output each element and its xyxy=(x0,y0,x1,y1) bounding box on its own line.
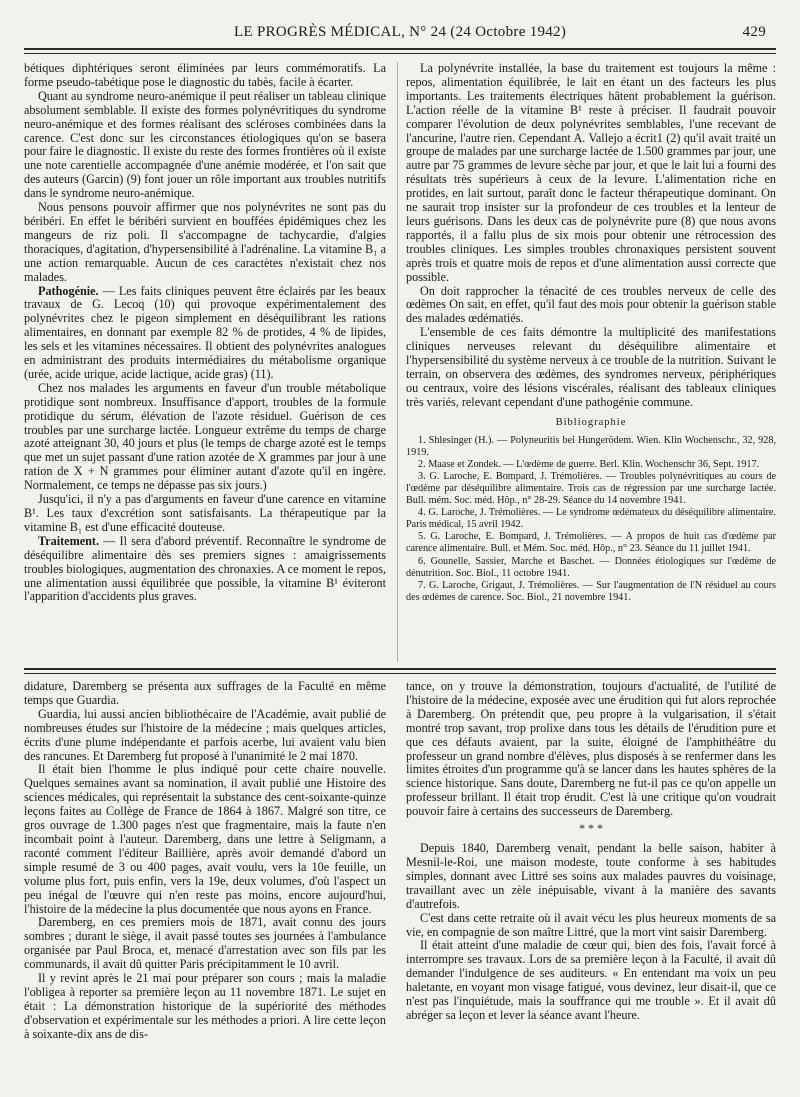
paragraph-text: — Il sera d'abord préventif. Reconnaître le syndrome de déséquilibre alimentaire dès ses premiers signes : amaigrissements troubles biologiques, augmentation des chronaxies. A ce moment le repos, une alimentation aussi équilibrée que possible, la vitamine B¹ éviteront l'apparition d'accidents plus graves. xyxy=(24,533,386,604)
paragraph: L'ensemble de ces faits démontre la multiplicité des manifestations cliniques nerveuses relevant du déséquilibre alimentaire et l'hypersensibilité du système nerveux à ce trouble de la nutrition. Suivant le terrain, on observera des œdèmes, des syndromes nerveux, périphériques ou centraux, voire des lésions viscérales, réalisant des tableaux cliniques très variés, relevant cependant d'une pathogénie commune. xyxy=(406,325,776,409)
reference: 6. Gounelle, Sassier, Marche et Baschet. — Données étiologiques sur l'œdème de dénutrition. Soc. Biol., 11 octobre 1941. xyxy=(406,555,776,579)
paragraph xyxy=(24,285,386,382)
reference: 7. G. Laroche, Grigaut, J. Trémolières. — Sur l'augmentation de l'N résiduel au cours des œdèmes de carence. Soc. Biol., 21 novembre 1941. xyxy=(406,579,776,603)
paragraph: Il était atteint d'une maladie de cœur qui, bien des fois, l'avait forcé à interrompre ses travaux. Lors de sa première leçon à la Faculté, il avait dû demander l'indulgence de ses auditeurs. « En entendant ma voix un peu haletante, en voyant mon visage fatigué, vous devinez, leur disait-il, que ce n'est pas l'inquiétude, mais la souffrance qui me trouble ». Et il avait dû abréger sa leçon et lever la séance avant l'heure. xyxy=(406,938,776,1022)
paragraph-text: — Les faits cliniques peuvent être éclairés par les beaux travaux de G. Lecoq (10) qui provoque expérimentalement des polynévrites chez le pigeon simplement en déséquilibrant les rations alimentaires, en donnant par exemple 82 % de protides, 4 % de lipides, les sels et les vitamines nécessaires. Il obtient des polynévrites analogues en administrant des produits intermédiaires du métabolisme organique (urée, acide urique, acide lactique, acide gras) (11). xyxy=(24,283,386,381)
bibliography-title: Bibliographie xyxy=(555,416,627,428)
paragraph: Il était bien l'homme le plus indiqué pour cette chaire nouvelle. Quelques semaines avant sa nomination, il avait publié une Histoire des sciences médicales, qui représentait la substance des cent-soixante-quinze leçons faites au Collège de France de 1864 à 1867. Malgré son titre, ce gros ouvrage de 1.300 pages n'est que fragmentaire, mais la faute n'en incombait point à l'auteur. Daremberg, dans une lettre à Seligmann, a raconté comment l'éditeur Baillière, après avoir demandé d'abord un simple resumé de 3 ou 400 pages, avait voulu, vers la 10e feuille, un volume plus fort, puis enfin, vers la 19e, deux volumes, d'où l'aspect un peu inégal de l'œuvre qui n'en reste pas moins, encore aujourd'hui, l'histoire de la médecine la plus documentée que nous ayons en France. xyxy=(24,762,386,916)
section-rule xyxy=(24,668,776,670)
paragraph: C'est dans cette retraite où il avait vécu les plus heureux moments de sa vie, en compagnie de son maître Littré, que la mort vint saisir Daremberg. xyxy=(406,910,776,939)
bibliography-list xyxy=(406,435,776,604)
paragraph: On doit rapprocher la ténacité de ces troubles nerveux de celle des œdèmes On sait, en effet, qu'il faut des mois pour obtenir la guérison stable des malades œdématiés. xyxy=(406,283,776,326)
top-left-column xyxy=(24,62,386,662)
running-title: LE PROGRÈS MÉDICAL, N° 24 (24 Octobre 1942) xyxy=(234,24,567,40)
reference: 1. Shlesinger (H.). — Polyneuritis bei Hungerödem. Wien. Klin Wochenschr., 32, 928, 1919. xyxy=(406,434,776,458)
reference: 4. G. Laroche, J. Trémolières. — Le syndrome œdémateux du déséquilibre alimentaire. Paris médical, 15 avril 1942. xyxy=(406,507,776,531)
paragraph: didature, Daremberg se présenta aux suffrages de la Faculté en même temps que Guardia. xyxy=(24,680,386,707)
top-right-column xyxy=(406,62,776,662)
reference: 2. Maase et Zondek. — L'œdème de guerre. Berl. Klin. Wochenschr 36, Sept. 1917. xyxy=(418,458,760,470)
section-heading: Pathogénie. xyxy=(38,283,99,298)
page-number: 429 xyxy=(742,24,766,40)
section-rule-thin xyxy=(24,673,776,674)
bottom-right-column xyxy=(406,680,776,1085)
paragraph: Nous pensons pouvoir affirmer que nos polynévrites ne sont pas du béribéri. En effet le béribéri survient en bouffées épidémiques chez les mangeurs de riz poli. Il s'accompagne de tachycardie, d'algies thoraciques, d'agitation, d'hypersensibilité à l'adrénaline. La vitamine B₁ a une action remarquable. Aucun de ces caractètes n'existait chez nos malades. xyxy=(24,200,386,284)
column-divider xyxy=(397,62,398,662)
paragraph: Guardia, lui aussi ancien bibliothécaire de l'Académie, avait publié de nombreuses études sur l'histoire de la médecine ; mais quelques articles, écrits d'une plume indépendante et parfois acerbe, lui avaient valu bien des rancunes. Et Daremberg fut proposé à l'unanimité le 2 mai 1870. xyxy=(24,706,386,763)
paragraph: La polynévrite installée, la base du traitement est toujours la même : repos, alimentation équilibrée, le lait en étant un des facteurs les plus importants. Les traitements électriques hâtent probablement la guérison. L'action réelle de la vitamine B¹ reste à préciser. Il faudrait pouvoir comparer l'évolution de deux polynévrites semblables, l'une recevant de l'ancurine, l'autre rien. Cependant A. Vallejo a écrit1 (2) qu'il avait traité un groupe de malades par une surcharge lactée de 1.500 grammes par jour, une autre par 75 grammes de levure sèche par jour, et que le lait lui a fourni des résultats très supérieurs à ceux de la levure. L'alimentation riche en protides, en lait surtout, paraît donc le facteur thérapeutique dominant. On ne saurait trop insister sur la profondeur de ces troubles et la lenteur de leurs guérisons. Dans les deux cas de polynévrite pure (8) que nous avons rapportés, il a fallu plus de six mois pour obtenir une rétrocession des troubles cliniques. Les simples troubles chronaxiques persistent souvent après trois et quatre mois de repos et d'une alimentation aussi correcte que possible. xyxy=(406,62,776,284)
paragraph: tance, on y trouve la démonstration, toujours d'actualité, de l'utilité de l'histoire de la médecine, exposée avec une érudition qui fut alors reprochée à Daremberg. On prétendit que, peu propre à la vulgarisation, il s'était montré trop savant, trop prolixe dans tous les détails de l'érudition pure et que ces défauts avaient, par la suite, éloigné de l'amphithéâtre du professeur un grand nombre d'élèves, plus disposés à se renfermer dans les limites étroites d'un programme qu'à se lancer dans les hautes sphères de la science historique. Sans doute, Daremberg ne fut-il pas ce qu'on appelle un professeur brillant. Il était trop érudit. C'est là une critique qu'on voudrait pouvoir faire à certains des successeurs de Daremberg. xyxy=(406,680,776,819)
reference: 5. G. Laroche, E. Bompard, J. Trémolières. — A propos de huit cas d'œdème par carence alimentaire. Bull. et Mém. Soc. méd. Hôp., n° 23. Séance du 11 juillet 1941. xyxy=(406,531,776,555)
paragraph: Daremberg, en ces premiers mois de 1871, avait connu des jours sombres ; durant le siège, il avait passé toutes ses journées à l'ambulance organisée par Paul Broca, et, menacé d'arrestation avec son fils par les communards, il avait dû quitter Paris précipitamment le 10 avril. xyxy=(24,915,386,972)
bottom-left-column xyxy=(24,680,386,1085)
reference: 3. G. Laroche, E. Bompard, J. Trémolières. — Troubles polynévritiques au cours de l'œdème par déséquilibre alimentaire. Trois cas de régression par une surcharge lactée. Bull. mém. Soc. méd. Hôp., n° 28-29. Séance du 14 novembre 1941. xyxy=(406,470,776,507)
section-heading: Traitement. xyxy=(38,533,100,548)
paragraph xyxy=(24,535,386,605)
section-separator-stars: * * * xyxy=(579,821,603,836)
paragraph: bétiques diphtériques seront éliminées par leurs commémoratifs. La forme pseudo-tabétique pose le diagnostic du tabès, facile à écarter. xyxy=(24,62,386,89)
paragraph: Depuis 1840, Daremberg venait, pendant la belle saison, habiter à Mesnil-le-Roi, une maison modeste, toute conforme à ses habitudes simples, donnant avec Littré ses soins aux malades pauvres du voisinage, travaillant avec un zèle inépuisable, vivant à la manière des savants d'autrefois. xyxy=(406,841,776,911)
header-rule-thin xyxy=(24,53,776,54)
paragraph: Chez nos malades les arguments en faveur d'un trouble métabolique protidique sont nombreux. Insuffisance d'apport, troubles de la formule protidique du sérum, élévation de l'azote résiduel. Guérison de ces troubles par une surcharge lactée. Longueur extrême du temps de charge azoté atteignant 30, 40 jours et plus (le temps de charge azoté est le temps que met un sujet passant d'une ration azotée de X grammes par jour à une ration de X + N grammes pour éliminer autant d'azote qu'il en ingère. Normalement, ce temps ne dépasse pas six jours.) xyxy=(24,380,386,493)
paragraph: Il y revint après le 21 mai pour préparer son cours ; mais la maladie l'obligea à reporter sa première leçon au 11 novembre 1871. Le sujet en était : La démonstration historique de la supériorité des méthodes d'observation et expérimentale sur les méthodes a priori. A lire cette leçon à soixante-dix ans de dis- xyxy=(24,971,386,1041)
paragraph: Quant au syndrome neuro-anémique il peut réaliser un tableau clinique absolument semblable. Il existe des formes polynévritiques du syndrome neuro-anémique et des formes réalisant des scléroses combinées dans la carence. C'est donc sur les circonstances étiologiques qu'on se basera pour faire le diagnostic. Il existe du reste des formes frontières où il existe une note carentielle accompagnée d'une anémie modérée, et l'on sait que des auteurs (Garcin) (9) font jouer un rôle important aux troubles nutritifs dans le syndrome neuro-anémique. xyxy=(24,88,386,201)
page-header xyxy=(24,20,776,46)
header-rule xyxy=(24,48,776,50)
paragraph: Jusqu'ici, il n'y a pas d'arguments en faveur d'une carence en vitamine B¹. Les taux d'excrétion sont satisfaisants. La thérapeutique par la vitamine B₁ est d'une efficacité douteuse. xyxy=(24,492,386,534)
